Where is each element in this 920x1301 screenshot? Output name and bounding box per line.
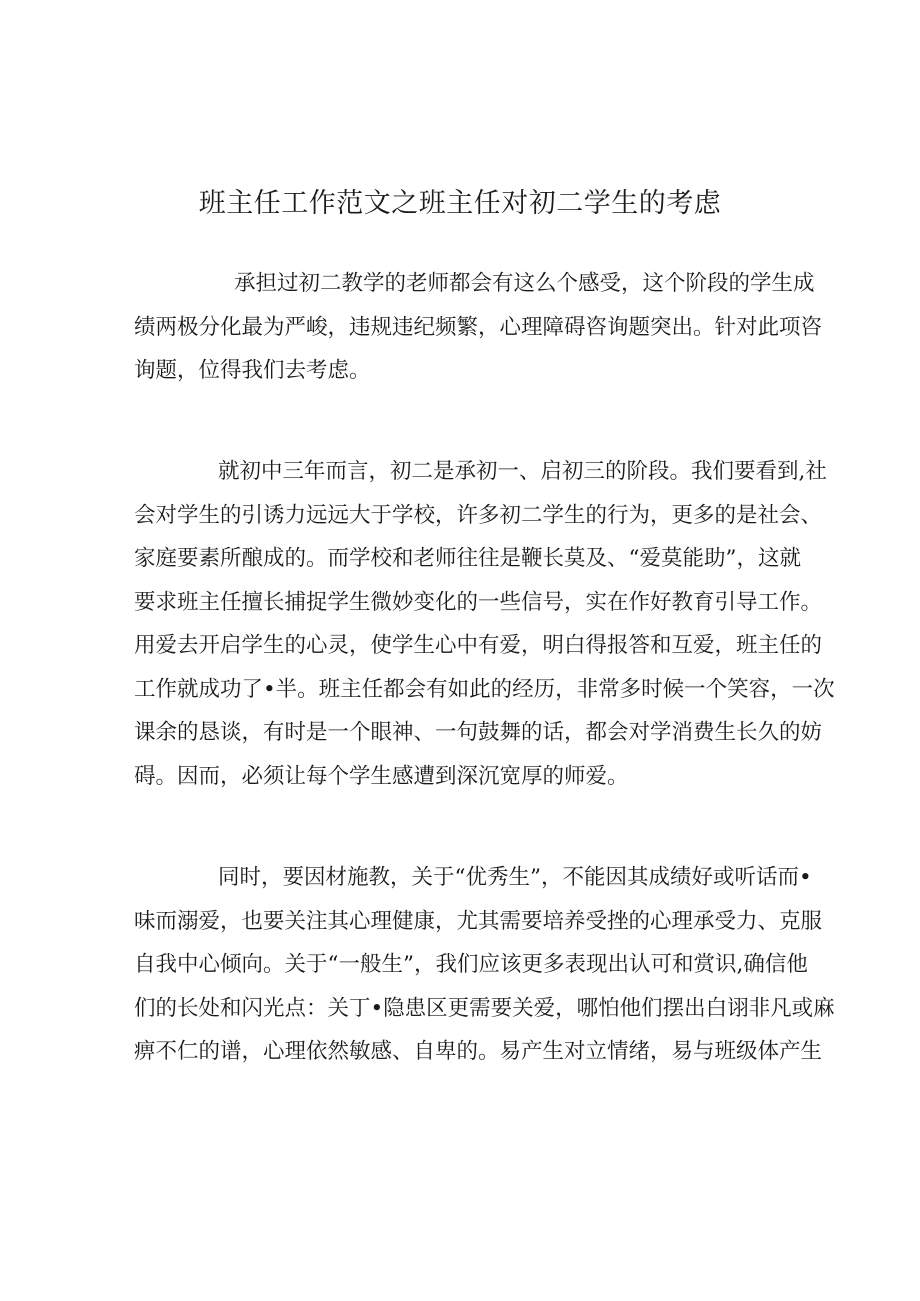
paragraph-line: 痹不仁的谱，心理依然敏感、自卑的。易产生对立情绪，易与班级体产生 xyxy=(134,1039,823,1064)
paragraph-line: 询题，位得我们去考虑。 xyxy=(134,358,371,383)
paragraph-line: 课余的恳谈，有时是一个眼神、一句鼓舞的话，都会对学消费生长久的妨 xyxy=(134,720,823,745)
paragraph-line: 碍。因而，必须让每个学生感遭到深沉宽厚的师爱。 xyxy=(134,763,629,789)
paragraph-line: 工作就成功了•半。班主任都会有如此的经历，非常多时候一个笑容，一次 xyxy=(134,676,835,702)
paragraph-2 xyxy=(134,450,835,798)
paragraph-line: 用爱去开启学生的心灵，使学生心中有爱，明白得报答和互爱，班主任的 xyxy=(134,633,823,658)
paragraph-line: 同时，要因材施教，关于“优秀生”，不能因其成绩好或听话而• xyxy=(218,865,812,890)
paragraph-line: 们的长处和闪光点：关丁•隐患区更需要关爱，哪怕他们摆出白诩非凡或麻 xyxy=(134,995,835,1021)
paragraph-3 xyxy=(134,856,835,1074)
paragraph-line: 承担过初二教学的老师都会有这么个感受，这个阶段的学生成 xyxy=(234,271,815,296)
document-title: 班主任工作范文之班主任对初二学生的考虑 xyxy=(198,188,722,219)
paragraph-line: 要求班主任擅长捕捉学生微妙变化的一些信号，实在作好教育引导工作。 xyxy=(134,589,823,615)
paragraph-line: 就初中三年而言，初二是承初一、启初三的阶段。我们要看到,社 xyxy=(218,459,827,484)
paragraph-line: 会对学生的引诱力远远大于学校，许多初二学生的行为，更多的是社会、 xyxy=(134,502,823,528)
paragraph-line: 绩两极分化最为严峻，违规违纪频繁，心理障碍咨询题突出。针对此项咨 xyxy=(134,314,823,340)
paragraph-1 xyxy=(134,262,823,393)
paragraph-line: 家庭要素所酿成的。而学校和老师往往是鞭长莫及、“爱莫能助”，这就 xyxy=(134,546,801,571)
paragraph-line: 味而溺爱，也要关注其心理健康，尤其需要培养受挫的心理承受力、克服 xyxy=(134,908,823,934)
paragraph-line: 自我中心倾向。关于“一般生”，我们应该更多表现出认可和赏识,确信他 xyxy=(134,952,808,977)
